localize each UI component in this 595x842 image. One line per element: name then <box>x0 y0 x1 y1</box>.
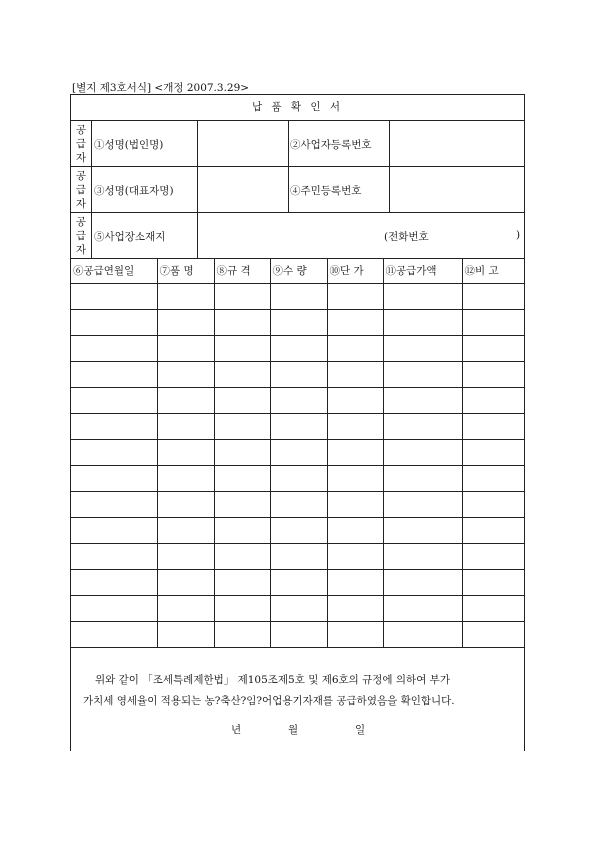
table-cell[interactable] <box>383 518 462 544</box>
table-cell[interactable] <box>327 440 383 466</box>
table-cell[interactable] <box>327 596 383 622</box>
table-cell[interactable] <box>214 596 270 622</box>
column-header-quantity: ⑨수 량 <box>270 258 327 284</box>
table-row <box>71 622 524 648</box>
table-cell[interactable] <box>157 440 214 466</box>
table-row <box>71 596 524 622</box>
table-cell[interactable] <box>157 570 214 596</box>
table-row <box>71 284 524 310</box>
table-cell[interactable] <box>462 518 524 544</box>
table-cell[interactable] <box>214 466 270 492</box>
table-cell[interactable] <box>327 518 383 544</box>
delivery-confirmation-form <box>70 94 525 751</box>
table-cell[interactable] <box>383 622 462 648</box>
table-cell[interactable] <box>71 336 157 362</box>
supplier-label: 공 급 자 <box>71 213 92 258</box>
table-row <box>71 414 524 440</box>
table-cell[interactable] <box>71 466 157 492</box>
table-cell[interactable] <box>270 518 327 544</box>
table-cell[interactable] <box>71 492 157 518</box>
table-row <box>71 518 524 544</box>
table-cell[interactable] <box>71 596 157 622</box>
representative-name-label: ③성명(대표자명) <box>94 185 174 197</box>
column-header-remarks: ⑫비 고 <box>462 258 524 284</box>
table-cell[interactable] <box>462 570 524 596</box>
divider <box>288 121 289 166</box>
table-cell[interactable] <box>462 492 524 518</box>
table-row <box>71 336 524 362</box>
table-cell[interactable] <box>71 440 157 466</box>
statement-line-2: 가치세 영세율이 적용되는 농?축산?임?어업용기자재를 공급하였음을 확인합니다. <box>83 695 455 707</box>
table-cell[interactable] <box>270 336 327 362</box>
form-title: 납 품 확 인 서 <box>71 95 524 121</box>
table-row <box>71 570 524 596</box>
table-cell[interactable] <box>71 544 157 570</box>
divider <box>389 121 390 166</box>
table-cell[interactable] <box>462 544 524 570</box>
table-cell[interactable] <box>462 414 524 440</box>
table-cell[interactable] <box>157 284 214 310</box>
resident-registration-label: ④주민등록번호 <box>290 185 362 197</box>
column-header-supply-date: ⑥공급연월일 <box>71 258 157 284</box>
table-cell[interactable] <box>383 570 462 596</box>
table-cell[interactable] <box>71 284 157 310</box>
table-cell[interactable] <box>270 362 327 388</box>
table-cell[interactable] <box>157 336 214 362</box>
table-cell[interactable] <box>462 336 524 362</box>
table-row <box>71 440 524 466</box>
table-row <box>71 466 524 492</box>
table-cell[interactable] <box>214 388 270 414</box>
column-header-spec: ⑧규 격 <box>214 258 270 284</box>
items-table <box>71 258 524 648</box>
table-cell[interactable] <box>327 284 383 310</box>
table-cell[interactable] <box>462 596 524 622</box>
table-cell[interactable] <box>214 622 270 648</box>
table-cell[interactable] <box>383 336 462 362</box>
column-header-item-name: ⑦품 명 <box>157 258 214 284</box>
business-registration-label: ②사업자등록번호 <box>290 139 372 151</box>
table-row <box>71 544 524 570</box>
table-row <box>71 492 524 518</box>
form-number-header: [별지 제3호서식] <개정 2007.3.29> <box>72 82 250 94</box>
statement-line-1: 위와 같이 「조세특례제한법」 제105조제5호 및 제6호의 규정에 의하여 부가 <box>95 674 450 686</box>
table-cell[interactable] <box>214 310 270 336</box>
table-cell[interactable] <box>327 362 383 388</box>
table-cell[interactable] <box>270 544 327 570</box>
table-row <box>71 310 524 336</box>
table-cell[interactable] <box>270 388 327 414</box>
table-cell[interactable] <box>327 414 383 440</box>
table-row <box>71 362 524 388</box>
table-cell[interactable] <box>157 466 214 492</box>
table-cell[interactable] <box>383 440 462 466</box>
table-cell[interactable] <box>214 336 270 362</box>
table-cell[interactable] <box>327 466 383 492</box>
table-cell[interactable] <box>462 466 524 492</box>
table-cell[interactable] <box>214 284 270 310</box>
supplier-row-3 <box>71 213 524 259</box>
table-cell[interactable] <box>327 388 383 414</box>
table-cell[interactable] <box>157 596 214 622</box>
table-header-row <box>71 258 524 284</box>
table-cell[interactable] <box>383 284 462 310</box>
name-corporate-label: ①성명(법인명) <box>94 139 164 151</box>
table-cell[interactable] <box>71 310 157 336</box>
table-cell[interactable] <box>157 492 214 518</box>
date-day-label: 일 <box>355 724 366 736</box>
table-cell[interactable] <box>214 362 270 388</box>
table-cell[interactable] <box>462 622 524 648</box>
table-cell[interactable] <box>157 518 214 544</box>
table-cell[interactable] <box>157 414 214 440</box>
column-header-unit-price: ⑩단 가 <box>327 258 383 284</box>
table-cell[interactable] <box>214 492 270 518</box>
table-cell[interactable] <box>157 544 214 570</box>
table-cell[interactable] <box>327 336 383 362</box>
table-cell[interactable] <box>327 622 383 648</box>
table-cell[interactable] <box>214 440 270 466</box>
table-cell[interactable] <box>270 622 327 648</box>
divider <box>389 167 390 212</box>
phone-number-label: (전화번호 <box>384 231 429 243</box>
table-cell[interactable] <box>157 622 214 648</box>
table-cell[interactable] <box>71 388 157 414</box>
supplier-label: 공 급 자 <box>71 167 92 212</box>
table-cell[interactable] <box>214 518 270 544</box>
table-cell[interactable] <box>270 440 327 466</box>
table-cell[interactable] <box>214 414 270 440</box>
table-cell[interactable] <box>383 310 462 336</box>
divider <box>197 213 198 258</box>
table-cell[interactable] <box>71 570 157 596</box>
business-address-label: ⑤사업장소재지 <box>94 231 166 243</box>
supplier-label: 공 급 자 <box>71 121 92 166</box>
supplier-row-2 <box>71 167 524 213</box>
table-cell[interactable] <box>383 492 462 518</box>
phone-number-close: ) <box>516 229 521 241</box>
divider <box>197 121 198 166</box>
column-header-supply-amount: ⑪공급가액 <box>383 258 462 284</box>
table-cell[interactable] <box>462 284 524 310</box>
table-cell[interactable] <box>383 414 462 440</box>
date-month-label: 월 <box>288 724 299 736</box>
table-cell[interactable] <box>157 310 214 336</box>
table-cell[interactable] <box>462 388 524 414</box>
table-cell[interactable] <box>71 362 157 388</box>
table-cell[interactable] <box>462 440 524 466</box>
table-cell[interactable] <box>327 544 383 570</box>
table-cell[interactable] <box>270 570 327 596</box>
table-cell[interactable] <box>270 466 327 492</box>
table-cell[interactable] <box>270 284 327 310</box>
table-row <box>71 388 524 414</box>
table-cell[interactable] <box>383 596 462 622</box>
table-cell[interactable] <box>71 414 157 440</box>
table-cell[interactable] <box>383 362 462 388</box>
supplier-row-1 <box>71 121 524 167</box>
date-year-label: 년 <box>231 724 242 736</box>
table-cell[interactable] <box>214 570 270 596</box>
table-cell[interactable] <box>270 310 327 336</box>
table-cell[interactable] <box>383 388 462 414</box>
table-cell[interactable] <box>327 492 383 518</box>
table-cell[interactable] <box>270 414 327 440</box>
table-cell[interactable] <box>270 596 327 622</box>
table-cell[interactable] <box>383 544 462 570</box>
table-cell[interactable] <box>157 388 214 414</box>
table-cell[interactable] <box>462 362 524 388</box>
table-cell[interactable] <box>462 310 524 336</box>
divider <box>197 167 198 212</box>
table-cell[interactable] <box>327 570 383 596</box>
table-cell[interactable] <box>327 310 383 336</box>
table-cell[interactable] <box>214 544 270 570</box>
confirmation-statement <box>83 670 519 712</box>
table-cell[interactable] <box>71 622 157 648</box>
table-cell[interactable] <box>270 492 327 518</box>
divider <box>288 167 289 212</box>
table-cell[interactable] <box>71 518 157 544</box>
table-cell[interactable] <box>383 466 462 492</box>
table-cell[interactable] <box>157 362 214 388</box>
